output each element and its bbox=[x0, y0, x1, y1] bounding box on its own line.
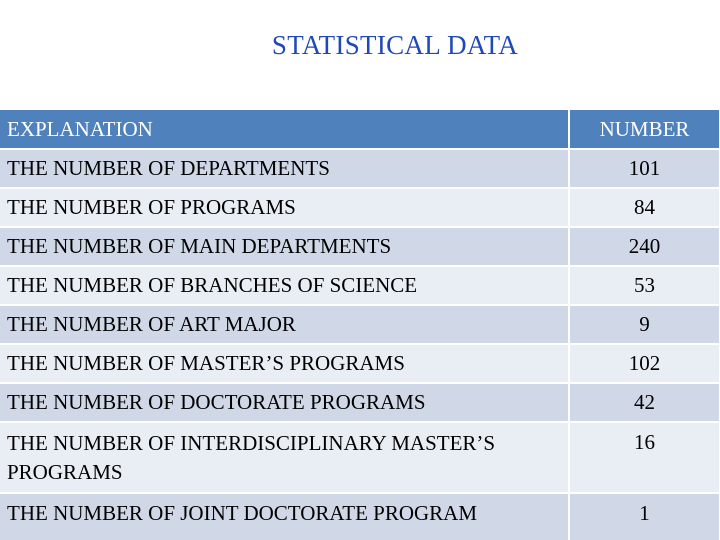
table-row bbox=[0, 188, 720, 227]
table-row bbox=[0, 227, 720, 266]
table-header-row bbox=[0, 110, 720, 149]
table-row bbox=[0, 344, 720, 383]
row-label: THE NUMBER OF ART MAJOR bbox=[0, 305, 569, 344]
row-label: THE NUMBER OF PROGRAMS bbox=[0, 188, 569, 227]
row-value: 9 bbox=[569, 305, 720, 344]
table-row bbox=[0, 305, 720, 344]
table-row bbox=[0, 266, 720, 305]
row-value: 1 bbox=[569, 493, 720, 540]
table-row bbox=[0, 149, 720, 188]
row-value: 42 bbox=[569, 383, 720, 422]
row-label: THE NUMBER OF MASTER’S PROGRAMS bbox=[0, 344, 569, 383]
row-value: 84 bbox=[569, 188, 720, 227]
row-value: 16 bbox=[569, 422, 720, 493]
row-label: THE NUMBER OF BRANCHES OF SCIENCE bbox=[0, 266, 569, 305]
row-label: THE NUMBER OF INTERDISCIPLINARY MASTER’S PROGRAMS bbox=[0, 422, 569, 493]
statistics-table bbox=[0, 110, 720, 540]
table-row bbox=[0, 493, 720, 540]
row-label: THE NUMBER OF DEPARTMENTS bbox=[0, 149, 569, 188]
row-label: THE NUMBER OF MAIN DEPARTMENTS bbox=[0, 227, 569, 266]
table-row bbox=[0, 383, 720, 422]
page-title: STATISTICAL DATA bbox=[271, 30, 519, 60]
column-header-explanation: EXPLANATION bbox=[0, 110, 569, 149]
row-value: 102 bbox=[569, 344, 720, 383]
row-value: 53 bbox=[569, 266, 720, 305]
row-value: 101 bbox=[569, 149, 720, 188]
row-label: THE NUMBER OF DOCTORATE PROGRAMS bbox=[0, 383, 569, 422]
column-header-number: NUMBER bbox=[569, 110, 720, 149]
row-value: 240 bbox=[569, 227, 720, 266]
row-label: THE NUMBER OF JOINT DOCTORATE PROGRAM bbox=[0, 493, 569, 540]
table-row bbox=[0, 422, 720, 493]
